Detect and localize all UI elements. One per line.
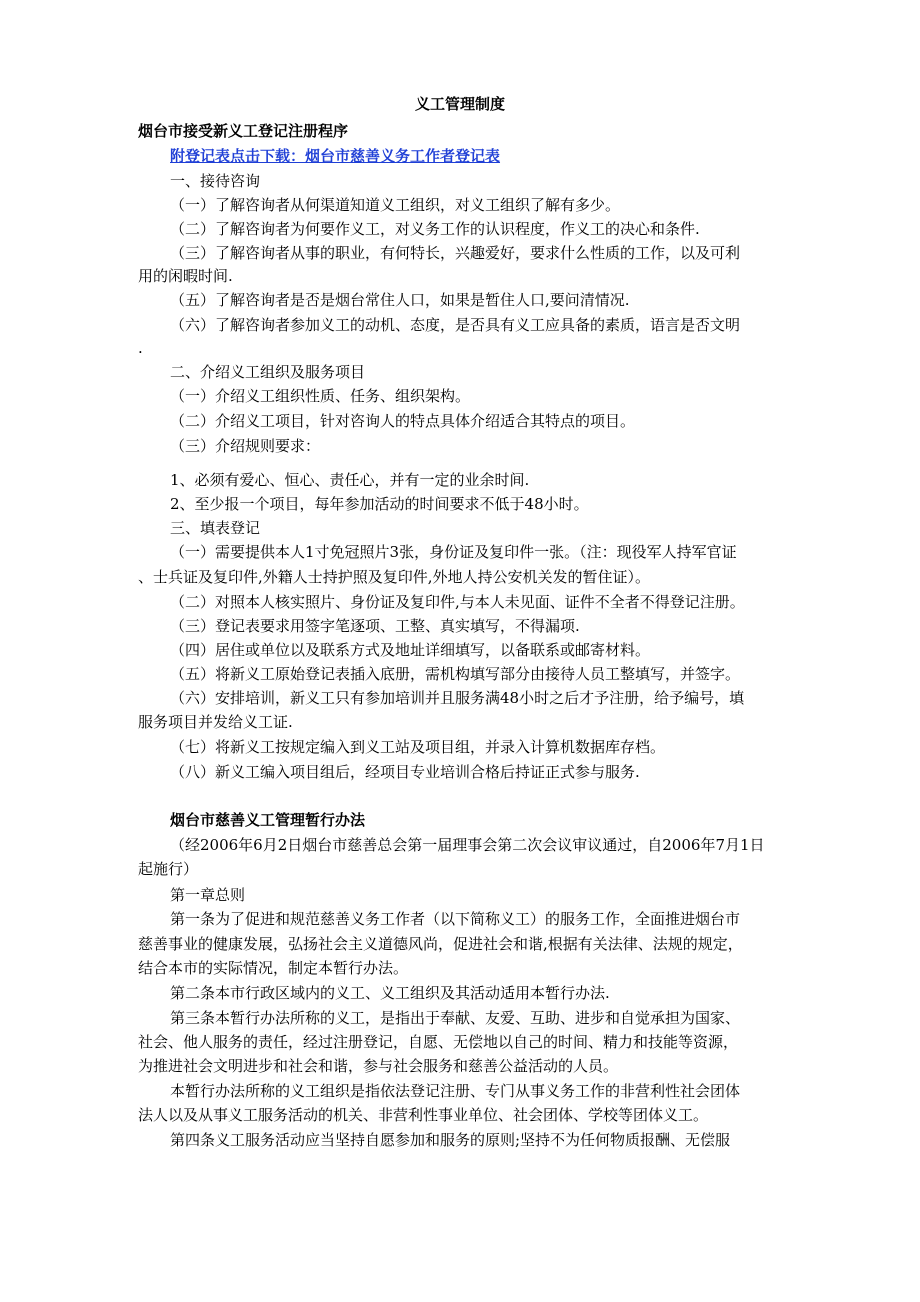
text-line: （三）介绍规则要求： (170, 437, 321, 455)
text-line: 2、至少报一个项目，每年参加活动的时间要求不低于48小时。 (170, 495, 589, 513)
text-line: （一）了解咨询者从何渠道知道义工组织，对义工组织了解有多少。 (170, 196, 621, 214)
text-line: . (138, 339, 143, 357)
text-line: 1、必须有爱心、恒心、责任心，并有一定的业余时间. (170, 471, 530, 489)
document-title: 义工管理制度 (415, 95, 506, 113)
text-line: 为推进社会文明进步和社会和谐，参与社会服务和慈善公益活动的人员。 (138, 1057, 619, 1075)
text-line: 、士兵证及复印件,外籍人士持护照及复印件,外地人持公安机关发的暂住证）。 (138, 568, 651, 586)
text-line: （经2006年6月2日烟台市慈善总会第一届理事会第二次会议审议通过，自2006年7月1日 (170, 836, 765, 854)
registration-form-download-link[interactable]: 附登记表点击下载：烟台市慈善义务工作者登记表 (170, 147, 501, 165)
section-heading-registration: 烟台市接受新义工登记注册程序 (138, 122, 349, 140)
text-line: 一、接待咨询 (170, 172, 261, 190)
text-line: 法人以及从事义工服务活动的机关、非营利性事业单位、社会团体、学校等团体义工。 (138, 1106, 709, 1124)
text-line: （五）将新义工原始登记表插入底册，需机构填写部分由接待人员工整填写，并签字。 (170, 665, 741, 683)
text-line: 三、填表登记 (170, 519, 261, 537)
text-line: 第一章总则 (170, 886, 246, 904)
text-line: 起施行） (138, 860, 199, 878)
text-line: （二）介绍义工项目，针对咨询人的特点具体介绍适合其特点的项目。 (170, 412, 636, 430)
text-line: （五）了解咨询者是否是烟台常住人口，如果是暂住人口,要问清情况. (170, 291, 630, 309)
text-line: 用的闲暇时间. (138, 267, 233, 285)
text-line: 第一条为了促进和规范慈善义务工作者（以下简称义工）的服务工作，全面推进烟台市 (170, 910, 741, 928)
text-line: 慈善事业的健康发展，弘扬社会主义道德风尚，促进社会和谐,根据有关法律、法规的规定， (138, 935, 743, 953)
text-line: 第四条义工服务活动应当坚持自愿参加和服务的原则;坚持不为任何物质报酬、无偿服 (170, 1131, 731, 1149)
text-line: （一）需要提供本人1寸免冠照片3张，身份证及复印件一张。（注：现役军人持军官证 (170, 543, 737, 561)
text-line: （一）介绍义工组织性质、任务、组织架构。 (170, 387, 471, 405)
text-line: 二、介绍义工组织及服务项目 (170, 363, 366, 381)
text-line: （二）对照本人核实照片、身份证及复印件,与本人未见面、证件不全者不得登记注册。 (170, 593, 745, 611)
section-heading-regulations: 烟台市慈善义工管理暂行办法 (170, 811, 366, 829)
text-line: （四）居住或单位以及联系方式及地址详细填写，以备联系或邮寄材料。 (170, 641, 651, 659)
text-line: （六）安排培训，新义工只有参加培训并且服务满48小时之后才予注册，给予编号，填 (170, 689, 745, 707)
text-line: （六）了解咨询者参加义工的动机、态度，是否具有义工应具备的素质，语言是否文明 (170, 316, 741, 334)
text-line: （三）了解咨询者从事的职业，有何特长，兴趣爱好，要求什么性质的工作，以及可利 (170, 244, 741, 262)
text-line: 服务项目并发给义工证. (138, 713, 293, 731)
text-line: （二）了解咨询者为何要作义工，对义务工作的认识程度，作义工的决心和条件. (170, 220, 700, 238)
text-line: 结合本市的实际情况，制定本暂行办法。 (138, 959, 409, 977)
text-line: 本暂行办法所称的义工组织是指依法登记注册、专门从事义务工作的非营利性社会团体 (170, 1082, 741, 1100)
text-line: 第二条本市行政区域内的义工、义工组织及其活动适用本暂行办法. (170, 984, 610, 1002)
text-line: 社会、他人服务的责任，经过注册登记，自愿、无偿地以自己的时间、精力和技能等资源， (138, 1033, 739, 1051)
text-line: （三）登记表要求用签字笔逐项、工整、真实填写，不得漏项. (170, 617, 580, 635)
text-line: （七）将新义工按规定编入到义工站及项目组，并录入计算机数据库存档。 (170, 738, 666, 756)
text-line: 第三条本暂行办法所称的义工，是指出于奉献、友爱、互助、进步和自觉承担为国家、 (170, 1009, 741, 1027)
text-line: （八）新义工编入项目组后，经项目专业培训合格后持证正式参与服务. (170, 763, 640, 781)
